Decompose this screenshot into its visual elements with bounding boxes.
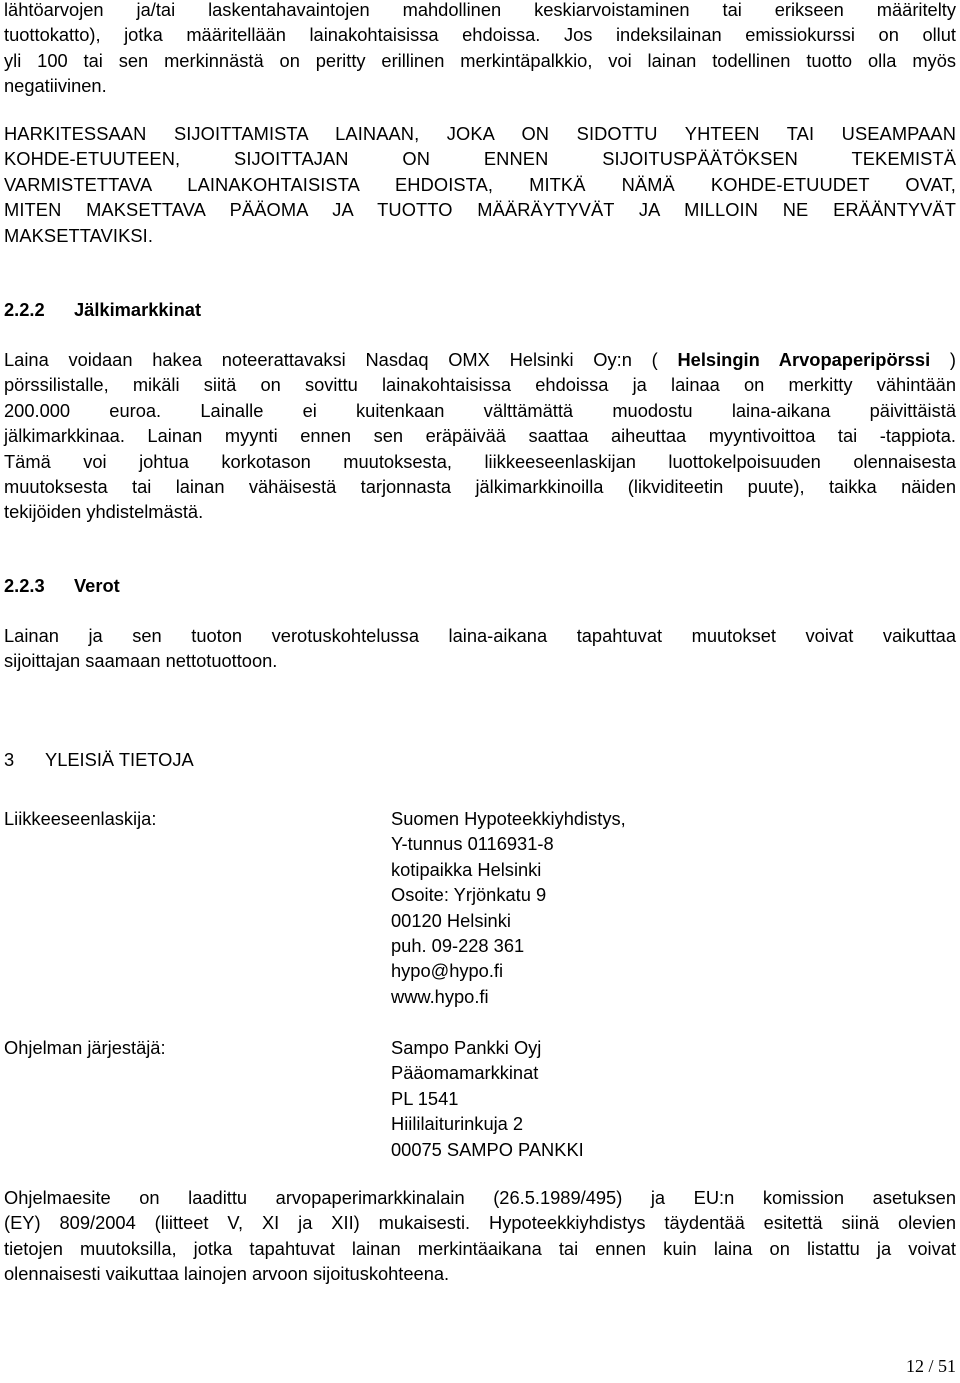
warning-line: KOHDE-ETUUTEEN, SIJOITTAJAN ON ENNEN SIJOITUSPÄÄTÖKSEN TEKEMISTÄ <box>4 148 956 170</box>
section-title: YLEISIÄ TIETOJA <box>45 749 194 770</box>
body-line: Tämä voi johtua korkotason muutoksesta, liikkeeseenlaskijan luottokelpoisuuden olennaisesta <box>4 450 956 472</box>
section-number: 2.2.3 <box>4 575 45 596</box>
intro-line: yli 100 tai sen merkinnästä on peritty erillinen merkintäpalkkio, voi lainan todellinen tuotto olla myös <box>4 49 956 71</box>
issuer-line: Y-tunnus 0116931-8 <box>391 833 554 855</box>
arranger-label: Ohjelman järjestäjä: <box>4 1037 166 1058</box>
section-3-heading <box>4 749 194 771</box>
issuer-email: hypo@hypo.fi <box>391 960 504 982</box>
body-line: Lainan ja sen tuoton verotuskohtelussa laina-aikana tapahtuvat muutokset voivat vaikuttaa <box>4 625 956 646</box>
body-line: Laina voidaan hakea noteerattavaksi Nasdaq OMX Helsinki Oy:n ( Helsingin Arvopaperipörssi ) <box>4 349 956 370</box>
warning-line: HARKITESSAAN SIJOITTAMISTA LAINAAN, JOKA ON SIDOTTU YHTEEN TAI USEAMPAAN <box>4 123 956 144</box>
body-line: jälkimarkkinaa. Lainan myynti ennen sen eräpäivää saattaa aiheuttaa myyntivoittoa tai -tappiota. <box>4 425 956 447</box>
arranger-line: PL 1541 <box>391 1087 459 1109</box>
issuer-line: kotipaikka Helsinki <box>391 858 542 880</box>
intro-line: tuottokatto), jotka määritellään lainakohtaisissa ehdoissa. Jos indeksilainan emissiokurssi on ollut <box>4 24 956 46</box>
arranger-line: 00075 SAMPO PANKKI <box>391 1138 584 1160</box>
warning-line: MITEN MAKSETTAVA PÄÄOMA JA TUOTTO MÄÄRÄYTYVÄT JA MILLOIN NE ERÄÄNTYVÄT <box>4 199 956 221</box>
issuer-line: Suomen Hypoteekkiyhdistys, <box>391 808 626 829</box>
section-222-body <box>4 347 956 525</box>
body-line: 200.000 euroa. Lainalle ei kuitenkaan välttämättä muodostu laina-aikana päivittäistä <box>4 399 956 421</box>
arranger-details <box>391 1035 584 1162</box>
issuer-line: Osoite: Yrjönkatu 9 <box>391 884 547 906</box>
section-title: Verot <box>74 575 120 596</box>
page-number: 12 / 51 <box>905 1356 956 1376</box>
closing-line: (EY) 809/2004 (liitteet V, XI ja XII) mukaisesti. Hypoteekkiyhdistys täydentää esitettä siinä olevien <box>4 1212 956 1234</box>
body-line: pörssilistalle, mikäli siitä on sovittu lainakohtaisissa ehdoissa ja lainaa on merkitty vähintään <box>4 374 956 396</box>
section-223-body <box>4 623 956 674</box>
intro-paragraph <box>4 0 956 99</box>
arranger-line: Sampo Pankki Oyj <box>391 1037 542 1058</box>
closing-line: olennaisesti vaikuttaa lainojen arvoon sijoituskohteena. <box>4 1263 450 1285</box>
issuer-line: puh. 09-228 361 <box>391 935 525 957</box>
issuer-details <box>391 806 626 1009</box>
issuer-line: 00120 Helsinki <box>391 909 511 931</box>
arranger-line: Pääomamarkkinat <box>391 1062 539 1084</box>
body-line: muutoksesta tai lainan vähäisestä tarjonnasta jälkimarkkinoilla (likviditeetin puute), taikka näiden <box>4 476 956 498</box>
issuer-block <box>4 806 626 1009</box>
body-line: tekijöiden yhdistelmästä. <box>4 501 204 523</box>
closing-paragraph <box>4 1185 956 1287</box>
issuer-label: Liikkeeseenlaskija: <box>4 808 157 829</box>
arranger-line: Hiililaiturinkuja 2 <box>391 1113 524 1135</box>
section-number: 2.2.2 <box>4 299 45 320</box>
warning-line: VARMISTETTAVA LAINAKOHTAISISTA EHDOISTA, MITKÄ NÄMÄ KOHDE-ETUUDET OVAT, <box>4 173 956 195</box>
exchange-name: Helsingin Arvopaperipörssi <box>677 349 931 370</box>
warning-paragraph <box>4 121 956 248</box>
issuer-website: www.hypo.fi <box>391 985 489 1007</box>
intro-line: negatiivinen. <box>4 75 107 97</box>
intro-line: lähtöarvojen ja/tai laskentahavaintojen mahdollinen keskiarvoistaminen tai erikseen määritelty <box>4 0 956 20</box>
body-line: sijoittajan saamaan nettotuottoon. <box>4 650 278 672</box>
section-222-heading <box>4 299 201 321</box>
section-number: 3 <box>4 749 15 770</box>
closing-line: Ohjelmaesite on laadittu arvopaperimarkkinalain (26.5.1989/495) ja EU:n komission asetuksen <box>4 1187 956 1208</box>
section-223-heading <box>4 575 120 597</box>
warning-line: MAKSETTAVIKSI. <box>4 224 154 246</box>
section-title: Jälkimarkkinat <box>74 299 202 320</box>
closing-line: tietojen muutoksilla, jotka tapahtuvat lainan merkintäaikana tai ennen kuin laina on listattu ja voivat <box>4 1237 956 1259</box>
arranger-block <box>4 1035 584 1162</box>
